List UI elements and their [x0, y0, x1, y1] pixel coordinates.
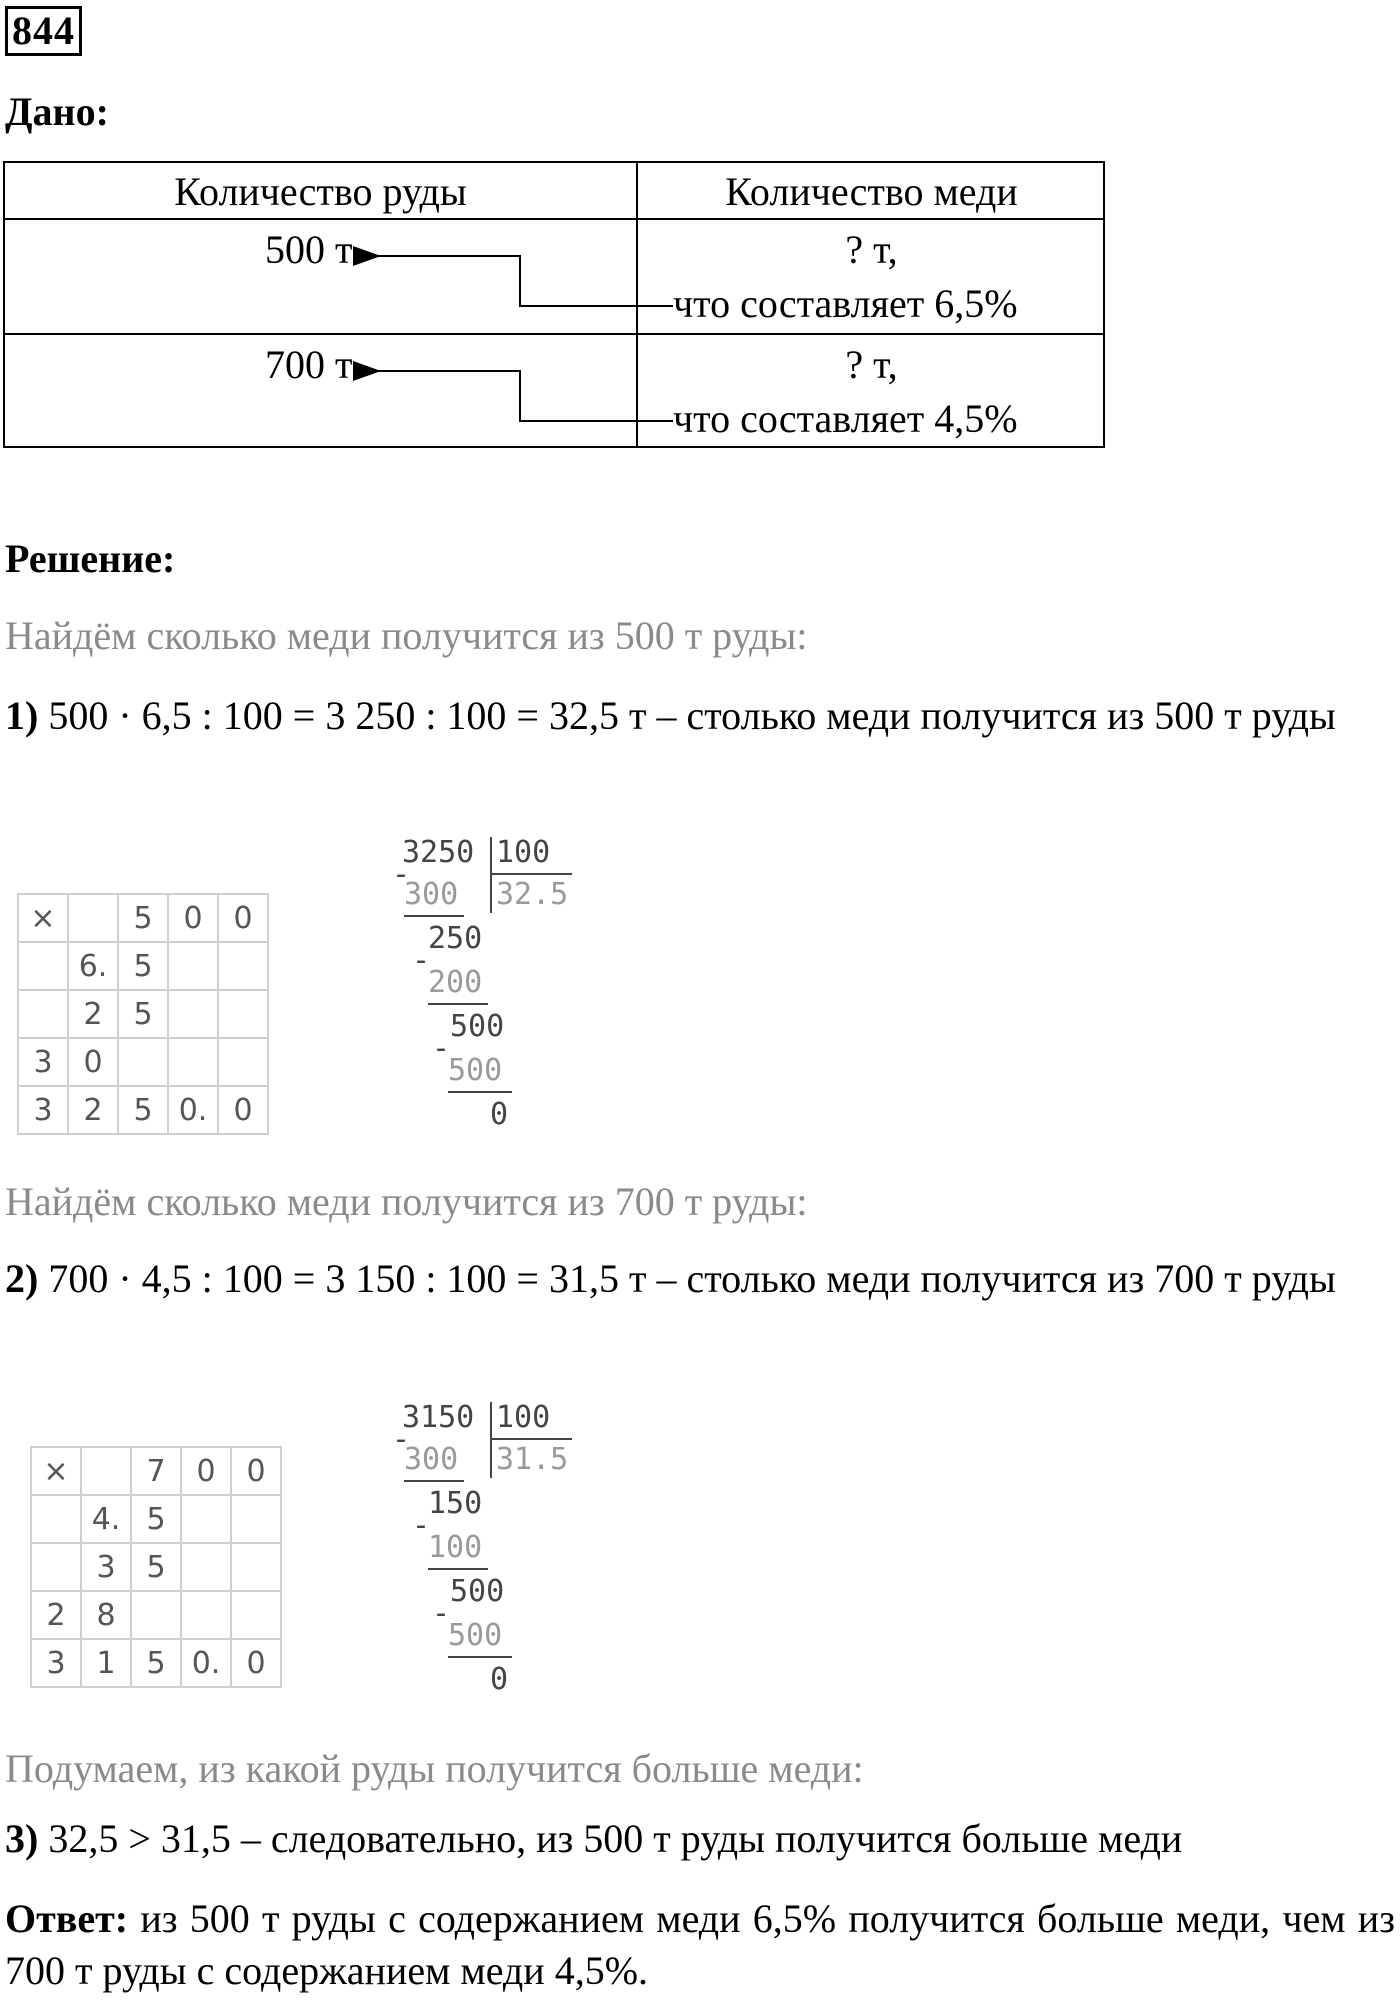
mult-cell [131, 1591, 181, 1639]
mult-row [31, 1543, 281, 1591]
division-final-remainder: 0 [490, 1662, 509, 1697]
given-heading: Дано: [5, 89, 109, 134]
division-remainder-2: 500 [450, 1574, 505, 1609]
problem-number: 844 [5, 6, 82, 56]
relation-arrows [5, 163, 1107, 450]
step2-intro: Найдём сколько меди получится из 700 т руды: [5, 1179, 808, 1224]
mult-row [18, 1038, 268, 1086]
ore-amount-2: 700 т [265, 342, 353, 387]
division-subtrahend-3: 500 [448, 1618, 503, 1653]
mult-cell: 5 [118, 990, 168, 1038]
division-divisor: 100 [496, 835, 551, 870]
table-header-copper: Количество меди [725, 169, 1018, 214]
mult-cell: 6. [68, 942, 118, 990]
mult-cell: 3 [31, 1639, 81, 1687]
mult-cell [231, 1495, 281, 1543]
mult-cell: 0 [218, 1086, 268, 1134]
mult-cell: 3 [18, 1038, 68, 1086]
mult-cell: 5 [118, 894, 168, 942]
mult-cell: 0 [168, 894, 218, 942]
mult-cell [18, 990, 68, 1038]
division-minus-sign: - [412, 1508, 431, 1543]
division-bar [490, 1402, 492, 1478]
answer-text: из 500 т руды с содержанием меди 6,5% получится больше меди, чем из 700 т руды с содержанием меди 4,5%. [5, 1896, 1395, 1993]
division-subtrahend-1: 300 [404, 877, 459, 912]
division-remainder-1: 250 [428, 921, 483, 956]
multiplication-grid-2 [30, 1446, 282, 1688]
mult-cell [31, 1495, 81, 1543]
division-divisor: 100 [496, 1400, 551, 1435]
mult-cell [231, 1591, 281, 1639]
mult-row [18, 990, 268, 1038]
mult-cell: 5 [118, 1086, 168, 1134]
division-dividend: 3250 [402, 835, 475, 870]
mult-cell: × [31, 1447, 81, 1495]
mult-row [18, 1086, 268, 1134]
mult-cell: 3 [18, 1086, 68, 1134]
mult-cell: 0. [181, 1639, 231, 1687]
step1-number: 1) [5, 693, 39, 738]
mult-cell: 5 [118, 942, 168, 990]
mult-cell [168, 1038, 218, 1086]
mult-cell [18, 942, 68, 990]
copper-question-2: ? т, [845, 342, 898, 387]
step3-number: 3) [5, 1816, 39, 1861]
mult-cell [181, 1543, 231, 1591]
copper-question-1: ? т, [845, 227, 898, 272]
mult-cell: 0 [218, 894, 268, 942]
mult-cell [231, 1543, 281, 1591]
table-header-ore: Количество руды [174, 169, 467, 214]
division-subtrahend-3: 500 [448, 1053, 503, 1088]
mult-cell: 0. [168, 1086, 218, 1134]
division-quotient: 31.5 [496, 1442, 569, 1477]
division-minus-sign: - [392, 857, 411, 892]
mult-cell: 0 [68, 1038, 118, 1086]
mult-row [31, 1639, 281, 1687]
division-subtrahend-2: 200 [428, 965, 483, 1000]
step2-text [5, 1253, 1395, 1305]
mult-row [31, 1591, 281, 1639]
step3-expression: 32,5 > 31,5 – следовательно, из 500 т руды получится больше меди [38, 1816, 1183, 1861]
step3-intro: Подумаем, из какой руды получится больше меди: [5, 1746, 864, 1791]
mult-cell: 0 [231, 1639, 281, 1687]
division-line-1 [404, 915, 464, 917]
mult-cell [218, 990, 268, 1038]
division-divisor-line [492, 873, 572, 875]
division-subtrahend-2: 100 [428, 1530, 483, 1565]
division-final-remainder: 0 [490, 1097, 509, 1132]
copper-note-1: что составляет 6,5% [673, 281, 1018, 326]
mult-cell: 7 [131, 1447, 181, 1495]
mult-row [18, 942, 268, 990]
division-bar [490, 837, 492, 913]
mult-cell [181, 1495, 231, 1543]
mult-cell: 5 [131, 1639, 181, 1687]
mult-cell: 0 [231, 1447, 281, 1495]
mult-cell: 4. [81, 1495, 131, 1543]
mult-cell [218, 1038, 268, 1086]
mult-cell: 8 [81, 1591, 131, 1639]
mult-cell [218, 942, 268, 990]
division-minus-sign: - [392, 1422, 411, 1457]
mult-cell: 5 [131, 1495, 181, 1543]
division-line-3 [448, 1091, 512, 1093]
division-divisor-line [492, 1438, 572, 1440]
division-quotient: 32.5 [496, 877, 569, 912]
mult-row [31, 1495, 281, 1543]
mult-cell [118, 1038, 168, 1086]
step3-text [5, 1813, 1182, 1865]
mult-cell [31, 1543, 81, 1591]
mult-cell [68, 894, 118, 942]
division-dividend: 3150 [402, 1400, 475, 1435]
mult-row [31, 1447, 281, 1495]
division-line-3 [448, 1656, 512, 1658]
division-subtrahend-1: 300 [404, 1442, 459, 1477]
mult-cell [168, 942, 218, 990]
mult-cell: 0 [181, 1447, 231, 1495]
step2-expression: 700 · 4,5 : 100 = 3 150 : 100 = 31,5 т – столько меди получится из 700 т руды [38, 1256, 1336, 1301]
mult-cell: 3 [81, 1543, 131, 1591]
division-remainder-1: 150 [428, 1486, 483, 1521]
mult-cell: 2 [68, 1086, 118, 1134]
mult-cell: 1 [81, 1639, 131, 1687]
mult-cell: 5 [131, 1543, 181, 1591]
division-line-1 [404, 1480, 464, 1482]
division-line-2 [428, 1003, 488, 1005]
division-minus-sign: - [432, 1031, 451, 1066]
copper-note-2: что составляет 4,5% [673, 396, 1018, 441]
mult-cell: × [18, 894, 68, 942]
mult-cell [168, 990, 218, 1038]
division-minus-sign: - [412, 943, 431, 978]
mult-cell: 2 [31, 1591, 81, 1639]
division-remainder-2: 500 [450, 1009, 505, 1044]
step1-expression: 500 · 6,5 : 100 = 3 250 : 100 = 32,5 т – столько меди получится из 500 т руды [38, 693, 1336, 738]
step1-text [5, 690, 1395, 742]
division-minus-sign: - [432, 1596, 451, 1631]
answer-label: Ответ: [5, 1896, 129, 1941]
ore-amount-1: 500 т [265, 227, 353, 272]
multiplication-grid-1 [17, 893, 269, 1135]
answer [5, 1893, 1395, 1997]
mult-cell: 2 [68, 990, 118, 1038]
mult-cell [181, 1591, 231, 1639]
step2-number: 2) [5, 1256, 39, 1301]
mult-cell [81, 1447, 131, 1495]
solution-heading: Решение: [5, 536, 176, 581]
step1-intro: Найдём сколько меди получится из 500 т руды: [5, 613, 808, 658]
mult-row [18, 894, 268, 942]
division-line-2 [428, 1568, 488, 1570]
given-table [3, 161, 1105, 448]
